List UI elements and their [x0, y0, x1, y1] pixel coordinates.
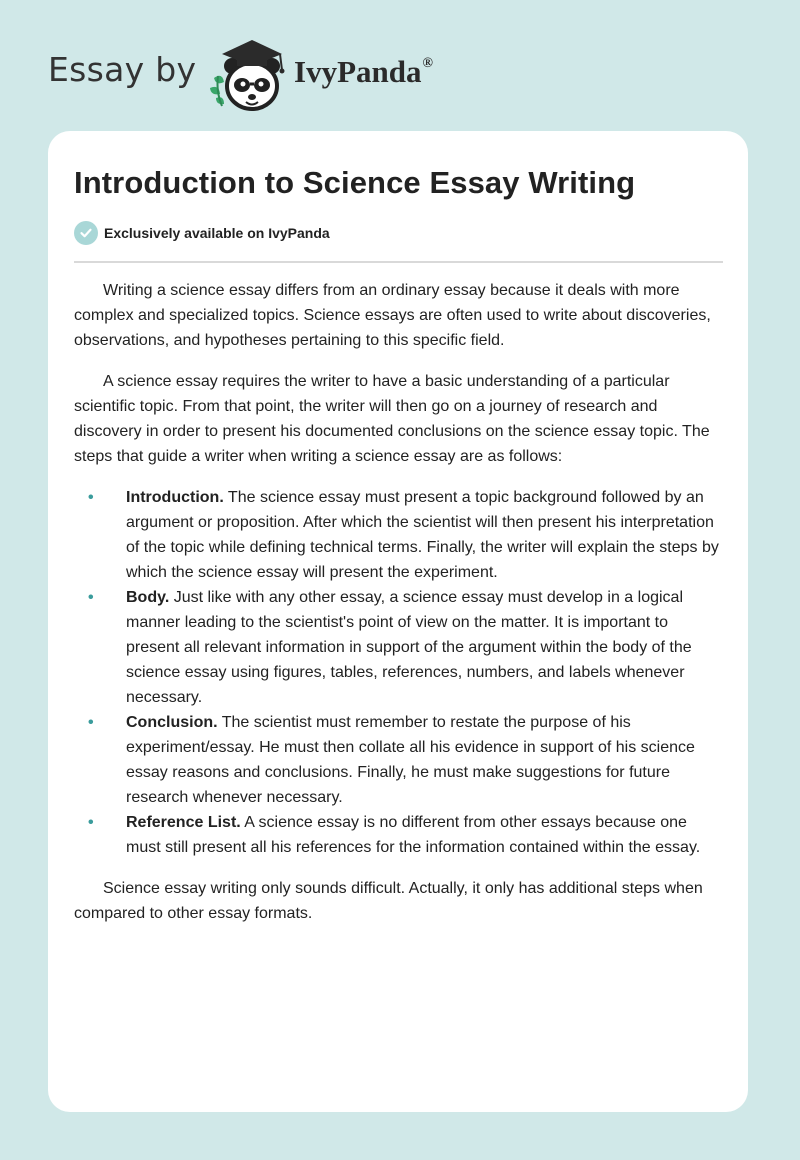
list-item: [74, 585, 724, 710]
list-item: [74, 710, 724, 810]
exclusive-badge: [74, 221, 330, 245]
list-item: [74, 810, 724, 860]
steps-list: [74, 485, 724, 860]
registered-mark: ®: [422, 56, 433, 71]
bullet-dot: •: [88, 814, 94, 831]
list-item-heading: Body.: [126, 589, 170, 606]
list-item-heading: Reference List.: [126, 814, 241, 831]
paragraph: A science essay requires the writer to have a basic understanding of a particular scientific topic. From that point, the writer will then go on a journey of research and discovery in order to present his documented conclusions on the science essay topic. The steps that guide a writer when writing a science essay are as follows:: [74, 373, 710, 465]
brand-prefix: Essay by: [48, 50, 197, 89]
essay-title: Introduction to Science Essay Writing: [74, 165, 636, 200]
bullet-dot: •: [88, 489, 94, 506]
list-item-heading: Conclusion.: [126, 714, 218, 731]
essay-body: [74, 278, 724, 942]
site-header: [48, 34, 508, 114]
badge-text: Exclusively available on IvyPanda: [104, 225, 330, 241]
paragraph: Writing a science essay differs from an ordinary essay because it deals with more complex and specialized topics. Science essays are often used to write about discoveries, observations, and hypotheses pertaining to this specific field.: [74, 282, 711, 349]
bullet-dot: •: [88, 714, 94, 731]
checkmark-icon: [74, 221, 98, 245]
list-item: [74, 485, 724, 585]
list-item-text: Just like with any other essay, a science essay must develop in a logical manner leading to the scientist's point of view on the matter. It is important to present all relevant information in support of the argument within the body of the science essay using figures, tables, references, numbers, and labels whenever necessary.: [126, 589, 692, 706]
closing-paragraph: Science essay writing only sounds difficult. Actually, it only has additional steps when compared to other essay formats.: [74, 880, 703, 922]
essay-card: [48, 131, 748, 1112]
list-item-heading: Introduction.: [126, 489, 224, 506]
list-item-text: The science essay must present a topic background followed by an argument or proposition. After which the scientist will then present his interpretation of the topic while defining technical terms. Finally, the writer will explain the steps by which the science essay will present the experiment.: [126, 489, 719, 581]
list-item-text: A science essay is no different from other essays because one must still present all his references for the information contained within the essay.: [126, 814, 701, 856]
brand-name: [294, 54, 433, 90]
panda-logo-icon[interactable]: [200, 34, 296, 114]
list-item-text: The scientist must remember to restate the purpose of his experiment/essay. He must then collate all his evidence in support of his science essay reasons and conclusions. Finally, he must make suggestions for future research whenever necessary.: [126, 714, 695, 806]
bullet-dot: •: [88, 589, 94, 606]
title-divider: [74, 261, 723, 263]
brand-name-text: IvyPanda: [294, 54, 422, 89]
